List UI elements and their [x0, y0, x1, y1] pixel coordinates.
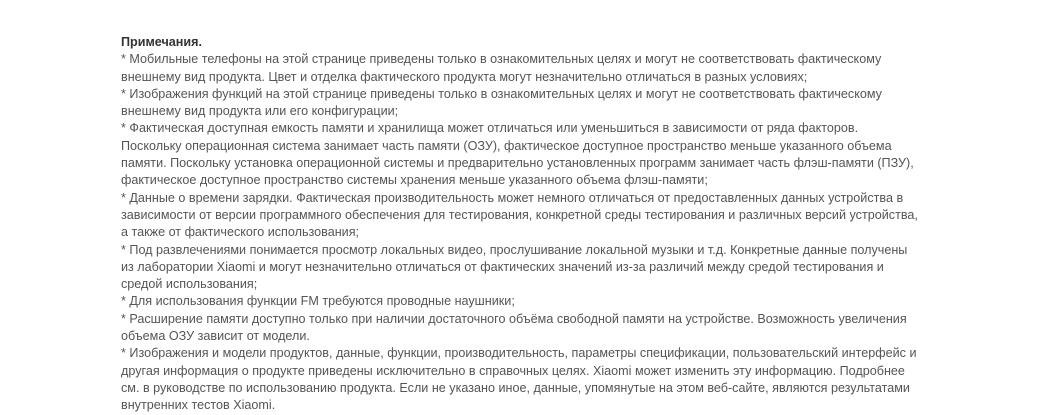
note-item: * Мобильные телефоны на этой странице приведены только в ознакомительных целях и могут не соответствовать фактическому внешнему вид продукта. Цвет и отделка фактического продукта могут незначительно отличаться в разных условиях;	[121, 52, 882, 84]
note-item: * Фактическая доступная емкость памяти и хранилища может отличаться или уменьшиться в зависимости от ряда факторов. Поскольку операционная система занимает часть памяти (ОЗУ), фактическое доступное пространство меньше указанного объема памяти. Поскольку установка операционной системы и предварительно установленных программ занимает часть флэш-памяти (ПЗУ), фактическое доступное пространство системы хранения меньше указанного объема флэш-памяти;	[121, 121, 914, 188]
note-item: * Для использования функции FM требуются проводные наушники;	[121, 294, 515, 309]
note-item: * Изображения и модели продуктов, данные, функции, производительность, параметры спецификации, пользовательский интерфейс и другая информация о продукте приведены исключительно в справочных целях. Xiaomi может изменить эту информацию. Подробнее см. в руководстве по использованию продукта. Если не указано иное, данные, упомянутые на этом веб-сайте, являются результатами внутренних тестов Xiaomi.	[121, 346, 917, 413]
notes-title: Примечания.	[121, 35, 203, 49]
notes-section	[121, 34, 921, 415]
note-item: * Под развлечениями понимается просмотр локальных видео, прослушивание локальной музыки и т.д. Конкретные данные получены из лаборатории Xiaomi и могут незначительно отличаться от фактических значений из-за различий между средой тестирования и средой использования;	[121, 242, 908, 292]
note-item: * Расширение памяти доступно только при наличии достаточного объёма свободной памяти на устройстве. Возможность увеличения объема ОЗУ зависит от модели.	[121, 311, 907, 344]
note-item: * Изображения функций на этой странице приведены только в ознакомительных целях и могут не соответствовать фактическому внешнему вид продукта или его конфигурации;	[121, 86, 882, 119]
note-item: * Данные о времени зарядки. Фактическая производительность может немного отличаться от предоставленных данных устройства в зависимости от версии программного обеспечения для тестирования, конкретной среды тестирования и различных версий устройства, а также от фактического использования;	[121, 190, 918, 240]
